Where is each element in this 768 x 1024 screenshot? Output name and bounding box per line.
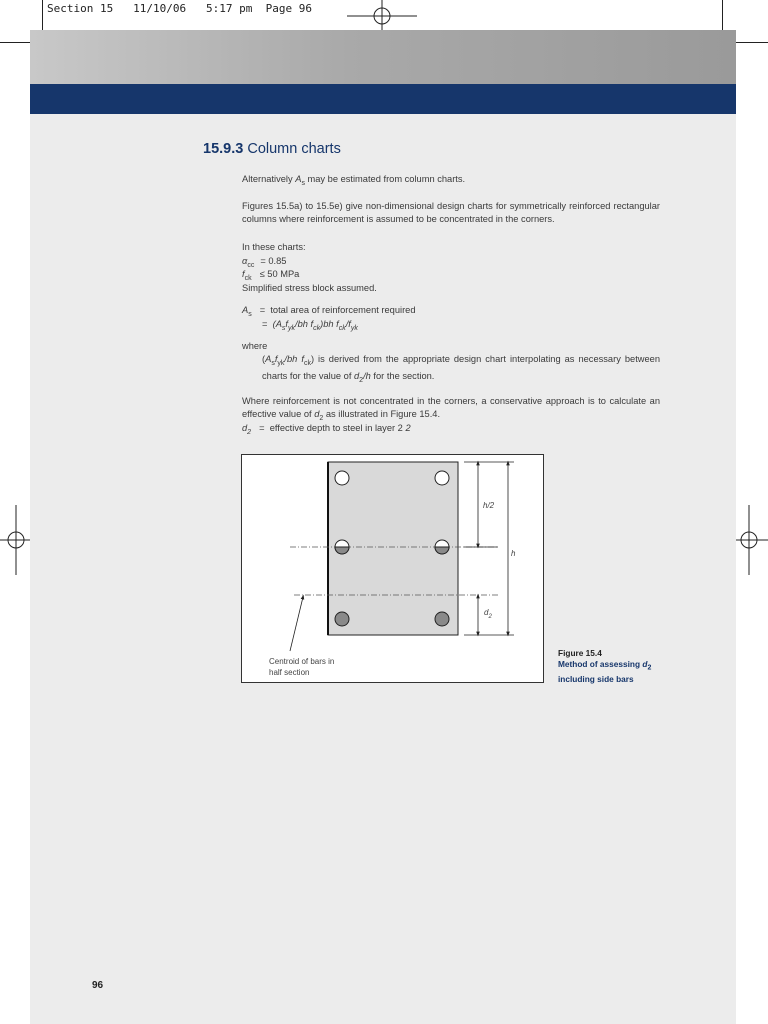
symbol: d: [242, 423, 248, 433]
subscript: s: [281, 324, 286, 332]
centroid-label-line1: Centroid of bars in: [269, 657, 335, 666]
symbol: /bh f: [284, 354, 304, 364]
symbol: f: [242, 269, 245, 279]
formula-part: A: [275, 319, 282, 329]
header-navy-band: [30, 84, 736, 114]
formula-part: /bh f: [295, 319, 314, 329]
subscript: s: [301, 179, 305, 187]
text-run: (: [262, 354, 266, 364]
stress-block-note: Simplified stress block assumed.: [242, 283, 377, 293]
header-grey-band: [30, 30, 736, 84]
figure-caption: [558, 648, 651, 685]
symbol: A: [265, 354, 272, 364]
paragraph-corners: [242, 395, 660, 425]
figure-15-4: [241, 454, 544, 683]
slug-date: 11/10/06: [133, 2, 187, 15]
description: effective depth to steel in layer 2: [269, 423, 403, 433]
text-run: ) is derived from the appropriate design chart interpolating as necessary between charts for the value of: [262, 354, 660, 381]
subscript: s: [248, 310, 252, 318]
section-number: 15.9.3: [203, 141, 244, 157]
centroid-label-line2: half section: [269, 668, 310, 677]
page-number: 96: [92, 980, 104, 991]
subscript: 2: [359, 376, 364, 384]
symbol: A: [242, 305, 249, 315]
formula-part: /f: [345, 319, 351, 329]
relation: ≤: [259, 269, 265, 279]
text-run: Where reinforcement is not concentrated in the corners, a conservative approach is to calculate an effective value of: [242, 396, 660, 419]
charts-intro: In these charts:: [242, 242, 306, 252]
relation: =: [260, 256, 266, 266]
subscript: ck: [313, 324, 321, 332]
symbol: d: [314, 409, 320, 419]
slug-section: Section 15: [47, 2, 114, 15]
subscript: 2: [647, 664, 652, 672]
as-formula: [262, 318, 680, 335]
formula-part: (: [272, 319, 276, 329]
symbol: /h: [363, 370, 371, 381]
text-run: Method of assessing: [558, 659, 643, 669]
column-section-diagram: [242, 455, 545, 684]
centroid-leader: [290, 597, 303, 651]
label-d2: $d_2$: [484, 608, 492, 620]
text-run: as illustrated in Figure 15.4.: [323, 409, 441, 419]
formula-part: f: [285, 319, 289, 329]
subscript: 2: [319, 414, 324, 422]
value: 50 MPa: [267, 269, 300, 279]
subscript: 2: [247, 428, 252, 436]
symbol: f: [274, 354, 278, 364]
figure-title: [558, 659, 651, 674]
relation: =: [262, 319, 268, 329]
value: 0.85: [268, 256, 287, 266]
description: total area of reinforcement required: [270, 305, 416, 315]
section-heading: [203, 141, 341, 157]
subscript: yk: [277, 359, 285, 367]
subscript: ck: [244, 274, 252, 282]
subscript: ck: [303, 359, 311, 367]
subscript: yk: [350, 324, 358, 332]
bar-icon: [335, 612, 349, 626]
text-run: may be estimated from column charts.: [304, 174, 466, 184]
subscript: cc: [247, 261, 255, 269]
relation: =: [259, 423, 265, 433]
symbol: d: [642, 659, 648, 669]
figure-title-line2: including side bars: [558, 673, 634, 684]
bar-icon: [335, 471, 349, 485]
paragraph-figures: Figures 15.5a) to 15.5e) give non-dimensional design charts for symmetrically reinforced rectangular columns where reinforcement is assumed to be concentrated in the corners.: [242, 201, 660, 224]
subscript: ck: [338, 324, 346, 332]
text-run: Alternatively: [242, 174, 296, 184]
section-title: Column charts: [247, 141, 341, 157]
bar-icon: [435, 471, 449, 485]
slug-page: Page 96: [265, 2, 312, 15]
figure-number: Figure 15.4: [558, 648, 602, 658]
relation: =: [259, 305, 266, 315]
label-h2: h/2: [483, 501, 495, 510]
subscript: s: [271, 359, 275, 367]
text-run: for the section.: [370, 370, 435, 381]
where-label: where: [242, 341, 268, 351]
symbol: d: [353, 370, 360, 381]
paragraph-alternatively: [242, 173, 660, 190]
d2-definition: $d_2$ = effective depth to steel in layer 2 2: [242, 423, 411, 436]
label-h: h: [511, 549, 516, 558]
symbol: α: [242, 256, 248, 266]
subscript: yk: [288, 324, 296, 332]
symbol: A: [295, 174, 302, 184]
bar-icon: [435, 612, 449, 626]
where-explanation: [262, 353, 660, 387]
formula-part: )bh f: [320, 319, 339, 329]
slug-time: 5:17 pm: [205, 2, 253, 15]
